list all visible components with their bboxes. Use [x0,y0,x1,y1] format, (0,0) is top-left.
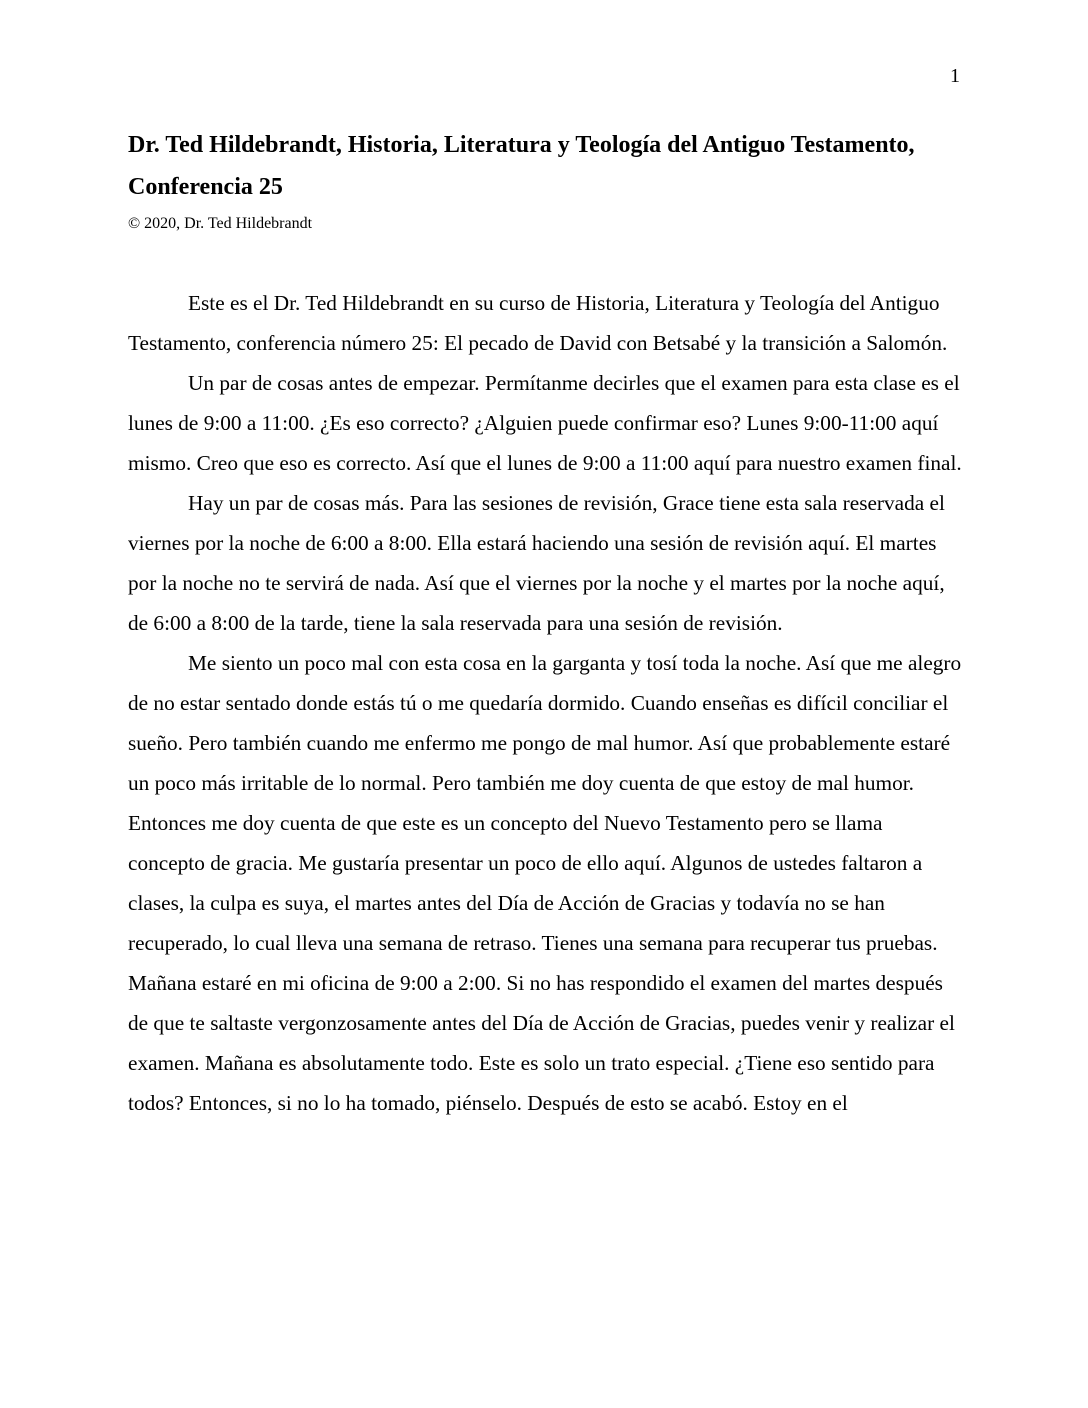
page-number: 1 [950,65,960,87]
document-body [128,283,962,1123]
copyright-notice: © 2020, Dr. Ted Hildebrandt [128,215,313,232]
paragraph: Hay un par de cosas más. Para las sesiones de revisión, Grace tiene esta sala reservada el viernes por la noche de 6:00 a 8:00. Ella estará haciendo una sesión de revisión aquí. El martes por la noche no te servirá de nada. Así que el viernes por la noche y el martes por la noche aquí, de 6:00 a 8:00 de la tarde, tiene la sala reservada para una sesión de revisión. [128,491,945,635]
paragraph: Este es el Dr. Ted Hildebrandt en su curso de Historia, Literatura y Teología del Antiguo Testamento, conferencia número 25: El pecado de David con Betsabé y la transición a Salomón. [128,291,948,355]
paragraph: Un par de cosas antes de empezar. Permítanme decirles que el examen para esta clase es el lunes de 9:00 a 11:00. ¿Es eso correcto? ¿Alguien puede confirmar eso? Lunes 9:00-11:00 aquí mismo. Creo que eso es correcto. Así que el lunes de 9:00 a 11:00 aquí para nuestro examen final. [128,371,962,475]
title-line-2: Conferencia 25 [128,174,283,200]
paragraph: Me siento un poco mal con esta cosa en la garganta y tosí toda la noche. Así que me alegro de no estar sentado donde estás tú o me quedaría dormido. Cuando enseñas es difícil conciliar el sueño. Pero también cuando me enfermo me pongo de mal humor. Así que probablemente estaré un poco más irritable de lo normal. Pero también me doy cuenta de que estoy de mal humor. Entonces me doy cuenta de que este es un concepto del Nuevo Testamento pero se llama concepto de gracia. Me gustaría presentar un poco de ello aquí. Algunos de ustedes faltaron a clases, la culpa es suya, el martes antes del Día de Acción de Gracias y todavía no se han recuperado, lo cual lleva una semana de retraso. Tienes una semana para recuperar tus pruebas. Mañana estaré en mi oficina de 9:00 a 2:00. Si no has respondido el examen del martes después de que te saltaste vergonzosamente antes del Día de Acción de Gracias, puedes venir y realizar el examen. Mañana es absolutamente todo. Este es solo un trato especial. ¿Tiene eso sentido para todos? Entonces, si no lo ha tomado, piénselo. Después de esto se acabó. Estoy en el [128,651,962,1115]
document-title [128,124,968,208]
title-line-1: Dr. Ted Hildebrandt, Historia, Literatura y Teología del Antiguo Testamento, [128,132,915,158]
